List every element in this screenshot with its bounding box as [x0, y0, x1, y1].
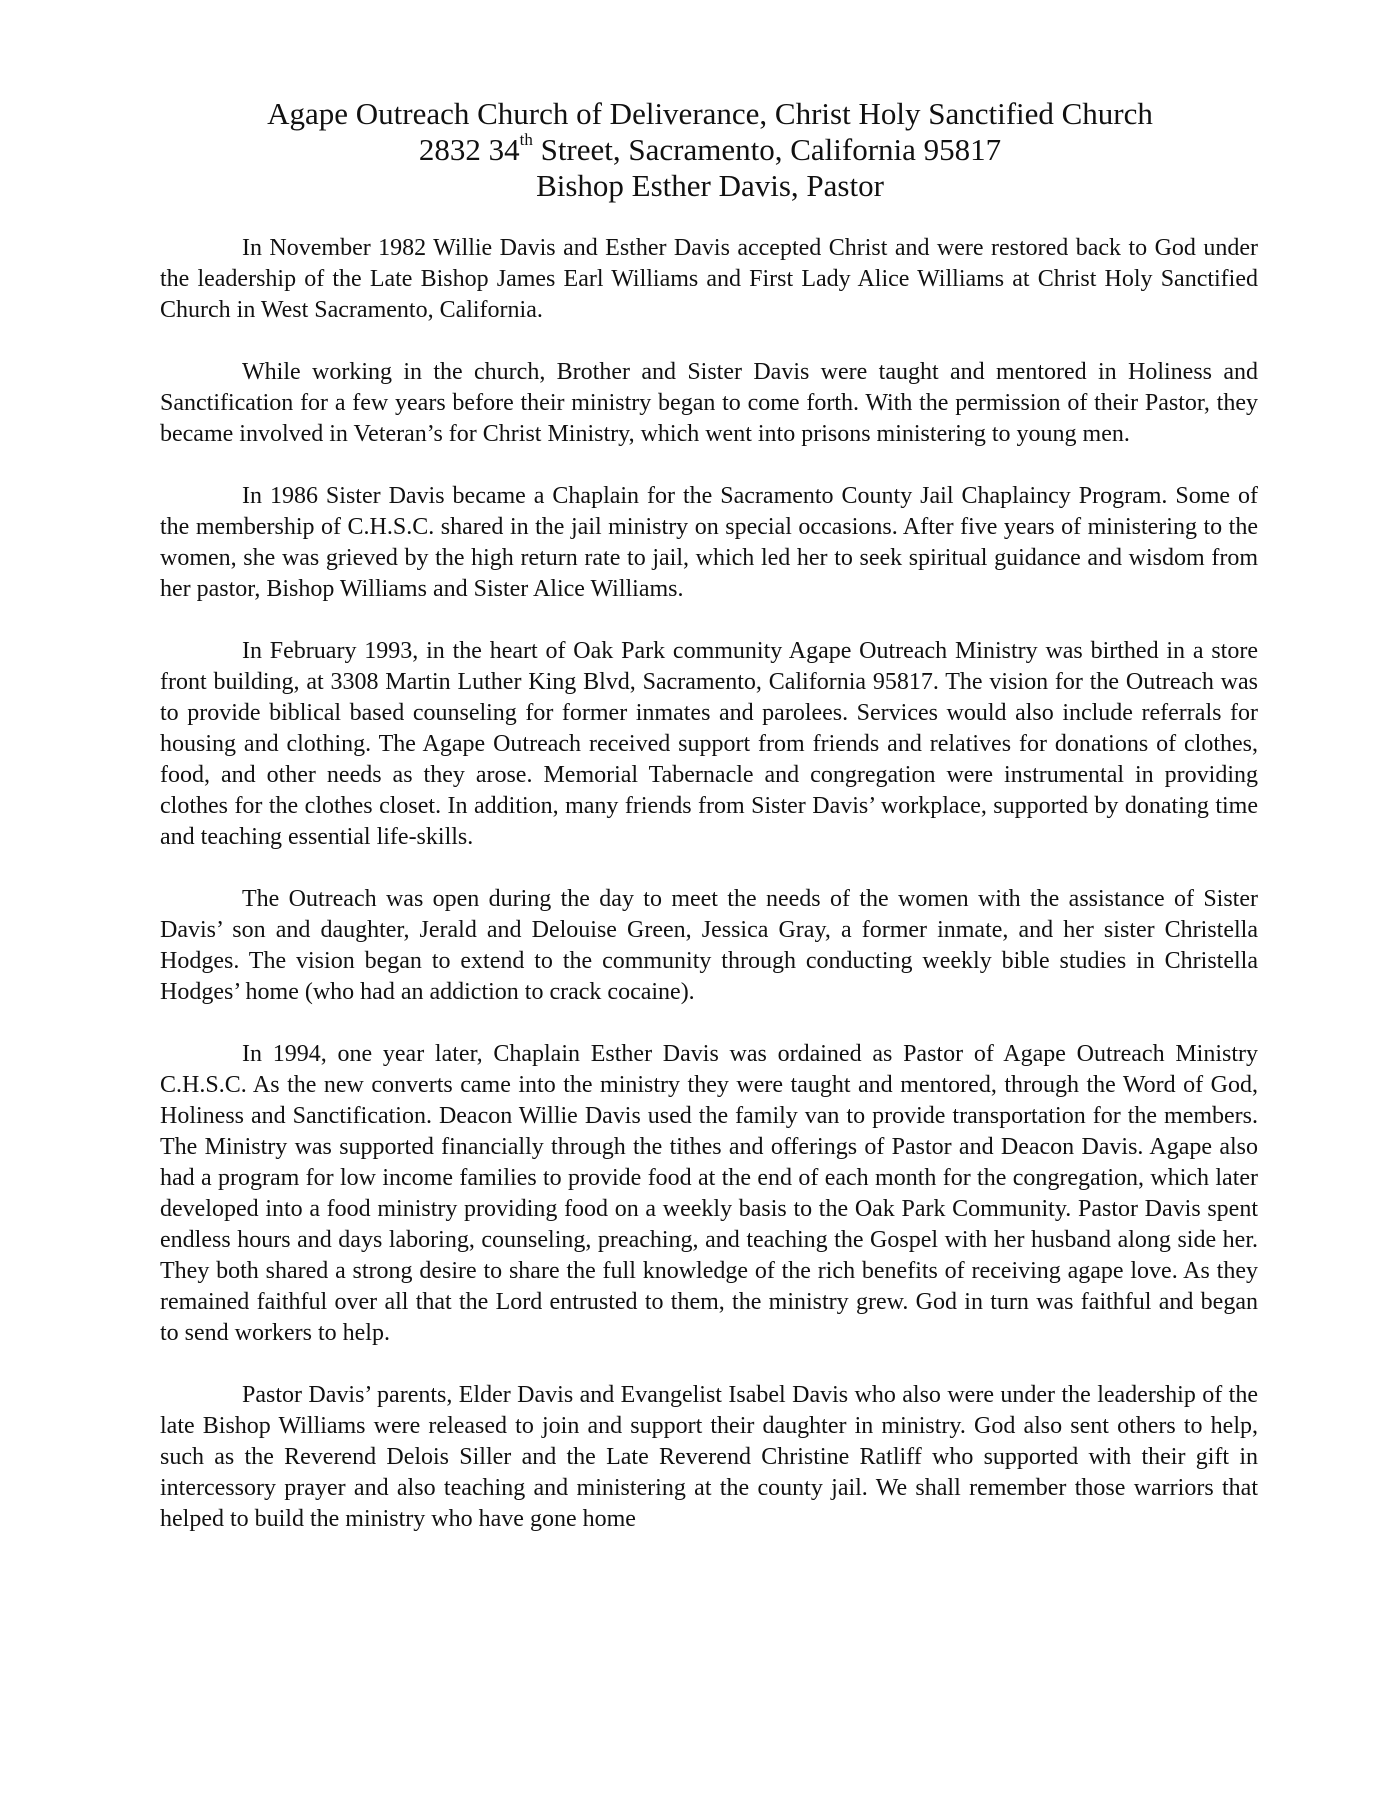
paragraph-early-ministry: While working in the church, Brother and Sister Davis were taught and mentored in Holiness and Sanctification for a few years before their ministry began to come forth. With the permission of their Pastor, they became involved in Veteran’s for Christ Ministry, which went into prisons ministering to young men. [160, 359, 1258, 447]
paragraph-1982-conversion: In November 1982 Willie Davis and Esther Davis accepted Christ and were restored back to God under the leadership of the Late Bishop James Earl Williams and First Lady Alice Williams at Christ Holy Sanctified Church in West Sacramento, California. [160, 235, 1258, 323]
document-body [160, 233, 1258, 1566]
address-remainder: Street, Sacramento, California 95817 [532, 132, 1002, 167]
church-address [160, 129, 1260, 168]
ordinal-suffix: th [519, 129, 533, 149]
paragraph-1994-ordination: In 1994, one year later, Chaplain Esther Davis was ordained as Pastor of Agape Outreach Ministry C.H.S.C. As the new converts came into the ministry they were taught and mentored, through the Word of God, Holiness and Sanctification. Deacon Willie Davis used the family van to provide transportation for the members. The Ministry was supported financially through the tithes and offerings of Pastor and Deacon Davis. Agape also had a program for low income families to provide food at the end of each month for the congregation, which later developed into a food ministry providing food on a weekly basis to the Oak Park Community. Pastor Davis spent endless hours and days laboring, counseling, preaching, and teaching the Gospel with her husband along side her. They both shared a strong desire to share the full knowledge of the rich benefits of receiving agape love. As they remained faithful over all that the Lord entrusted to them, the ministry grew. God in turn was faithful and began to send workers to help. [160, 1041, 1258, 1346]
paragraph-outreach-helpers: The Outreach was open during the day to meet the needs of the women with the assistance of Sister Davis’ son and daughter, Jerald and Delouise Green, Jessica Gray, a former inmate, and her sister Christella Hodges. The vision began to extend to the community through conducting weekly bible studies in Christella Hodges’ home (who had an addiction to crack cocaine). [160, 886, 1258, 1005]
paragraph-1993-outreach: In February 1993, in the heart of Oak Park community Agape Outreach Ministry was birthed in a store front building, at 3308 Martin Luther King Blvd, Sacramento, California 95817. The vision for the Outreach was to provide biblical based counseling for former inmates and parolees. Services would also include referrals for housing and clothing. The Agape Outreach received support from friends and relatives for donations of clothes, food, and other needs as they arose. Memorial Tabernacle and congregation were instrumental in providing clothes for the clothes closet. In addition, many friends from Sister Davis’ workplace, supported by donating time and teaching essential life-skills. [160, 638, 1258, 850]
church-name: Agape Outreach Church of Deliverance, Christ Holy Sanctified Church [267, 96, 1153, 131]
paragraph-1986-chaplaincy: In 1986 Sister Davis became a Chaplain for the Sacramento County Jail Chaplaincy Program. Some of the membership of C.H.S.C. shared in the jail ministry on special occasions. After five years of ministering to the women, she was grieved by the high return rate to jail, which led her to seek spiritual guidance and wisdom from her pastor, Bishop Williams and Sister Alice Williams. [160, 483, 1258, 602]
pastor-name: Bishop Esther Davis, Pastor [536, 168, 884, 203]
paragraph-family-support: Pastor Davis’ parents, Elder Davis and Evangelist Isabel Davis who also were under the leadership of the late Bishop Williams were released to join and support their daughter in ministry. God also sent others to help, such as the Reverend Delois Siller and the Late Reverend Christine Ratliff who supported with their gift in intercessory prayer and also teaching and ministering at the county jail. We shall remember those warriors that helped to build the ministry who have gone home [160, 1382, 1258, 1532]
letterhead [160, 96, 1260, 204]
address-street-number: 2832 34 [418, 132, 520, 167]
